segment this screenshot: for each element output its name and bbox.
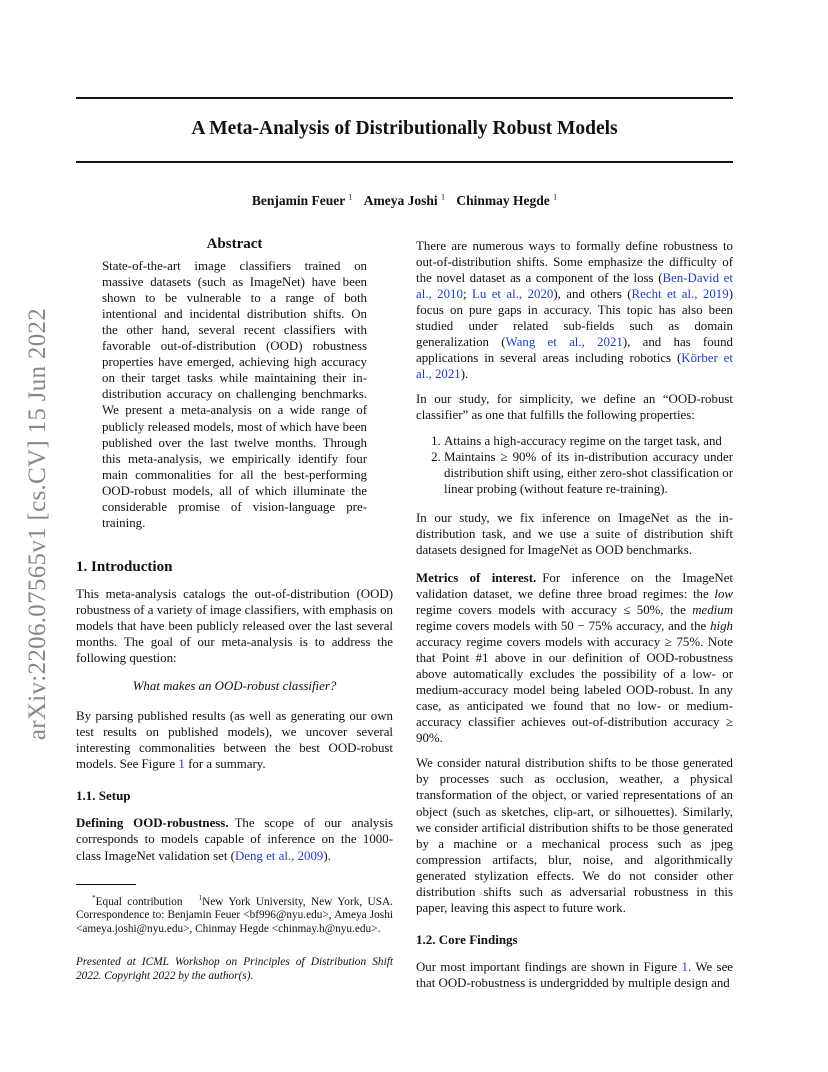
citation-wang-2021[interactable]: Wang et al., 2021 [505, 335, 623, 350]
research-question: What makes an OOD-robust classifier? [132, 679, 337, 694]
setup-paragraph: Defining OOD-robustness. The scope of our analysis corresponds to models capable of inference on the 1000-class ImageNet validation set (Deng et al., 2009). [76, 816, 393, 863]
list-item: 1. Attains a high-accuracy regime on the target task, and [444, 433, 733, 449]
citation-deng-2009[interactable]: Deng et al., 2009 [234, 848, 324, 863]
intro-paragraph-1: This meta-analysis catalogs the out-of-distribution (OOD) robustness of a variety of image classifiers, with emphasis on models that have been publicly released over the last several months. The goal of our meta-analysis is to address the following question: [76, 586, 393, 666]
author-2: Ameya Joshi $^1$ [363, 192, 445, 208]
list-item: 2. Maintains ≥ 90% of its in-distribution accuracy under distribution shift using, either zero-shot classification or linear probing (without feature re-training). [444, 449, 733, 497]
top-rule [76, 97, 733, 99]
footnote: *Equal contribution $^1$New York University, New York, USA. Correspondence to: Benjamin Feuer <bf996@nyu.edu>, Ameya Joshi <ameya.joshi@nyu.edu>, Chinmay Hegde <chinmay.h@nyu.edu>. [76, 893, 393, 936]
figure-1-link[interactable]: 1 [178, 757, 185, 772]
citation-korber-2021[interactable]: Körber et al., 2021 [416, 351, 733, 382]
abstract-heading: Abstract [206, 236, 263, 252]
title-bottom-rule [76, 161, 733, 163]
right-paragraph-3: In our study, we fix inference on ImageNet as the in-distribution task, and we use a suite of distribution shift datasets designed for ImageNet as OOD benchmarks. [416, 510, 733, 557]
citation-recht-2019[interactable]: Recht et al., 2019 [631, 287, 729, 302]
abstract-text: State-of-the-art image classifiers trained on massive datasets (such as ImageNet) have been shown to be vulnerable to a range of both intentional and incidental distribution shifts. On the other hand, several recent classifiers with favorable out-of-distribution (OOD) robustness properties have emerged, achieving high accuracy on their target tasks while maintaining their in-distribution accuracy on challenging benchmarks. We present a meta-analysis on a wide range of publicly released models, most of which have been published over the last twelve months. Through this meta-analysis, we empirically identify four main commonalities for all the best-performing OOD-robust models, all of which illuminate the considerable promise of vision-language pre-training. [102, 259, 367, 530]
author-1: Benjamin Feuer $^1$ [251, 192, 353, 208]
citation-ben-david-2010[interactable]: Ben-David et al., 2010 [416, 271, 733, 302]
paper-title: A Meta-Analysis of Distributionally Robust Models [191, 118, 618, 139]
left-column [76, 236, 393, 983]
footnote-rule [76, 884, 136, 885]
arxiv-stamp: arXiv:2206.07565v1 [cs.CV] 15 Jun 2022 [24, 307, 51, 741]
intro-paragraph-2: By parsing published results (as well as generating our own test results on published models), we uncover several interesting commonalities between the best OOD-robust models. See Figure 1 for a summary. [76, 709, 393, 772]
shifts-paragraph: We consider natural distribution shifts to be those generated by processes such as occlusion, weather, a physical transformation of the object, or varied representations of an object (such as sketches, clip-art, or silhouettes). Similarly, we consider artificial distribution shifts to be those generated by a machine or a mechanical process such as jpeg compression artifacts, blur, noise, and algorithmically generated stylization effects. We do not consider other distribution shifts such as adversarial robustness in this paper, leaving this aspect to future work. [416, 756, 733, 915]
right-paragraph-1: There are numerous ways to formally define robustness to out-of-distribution shifts. Some emphasize the difficulty of the novel dataset as a component of the loss (Ben-David et al., 2010; Lu et al., 2020), and others (Recht et al., 2019) focus on pure gaps in accuracy. This topic has also been studied under related sub-fields such as domain generalization (Wang et al., 2021), and has found applications in several areas including robotics (Körber et al., 2021). [416, 239, 733, 382]
author-3: Chinmay Hegde $^1$ [456, 192, 558, 208]
author-list [76, 192, 733, 209]
setup-heading: 1.1. Setup [76, 788, 131, 804]
properties-list [416, 433, 733, 497]
citation-lu-2020[interactable]: Lu et al., 2020 [471, 287, 554, 302]
right-column [416, 238, 733, 991]
introduction-heading: 1. Introduction [76, 558, 173, 575]
core-findings-paragraph: Our most important findings are shown in Figure 1. We see that OOD-robustness is undergridded by multiple design and [416, 959, 734, 990]
core-findings-heading: 1.2. Core Findings [416, 931, 518, 947]
venue-note: Presented at ICML Workshop on Principles of Distribution Shift 2022. Copyright 2022 by the author(s). [76, 956, 393, 983]
right-paragraph-2: In our study, for simplicity, we define an “OOD-robust classifier” as one that fulfills the following properties: [416, 392, 733, 423]
figure-1-link[interactable]: 1 [681, 959, 688, 974]
metrics-paragraph: Metrics of interest. For inference on the ImageNet validation dataset, we define three broad regimes: the low regime covers models with accuracy ≤ 50%, the medium regime covers models with 50 − 75% accuracy, and the high accuracy regime covers models with accuracy ≥ 75%. Note that Point #1 above in our definition of OOD-robustness above automatically excludes the possibility of a low- or medium-accuracy model being labeled OOD-robust. In any case, as anticipated we found that no low- or medium-accuracy classifier achieves out-of-distribution accuracy ≥ 90%. [416, 570, 734, 746]
